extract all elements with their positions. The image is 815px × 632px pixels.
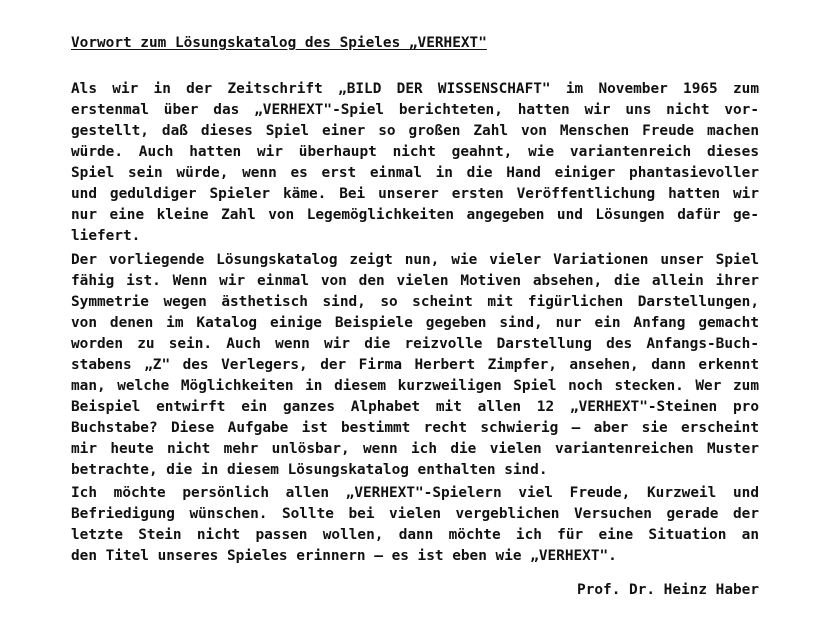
paragraph-1 [71,79,759,247]
text-line: Ich möchte persönlich allen „VERHEXT"-Spielern viel Freude, Kurzweil und [71,485,759,501]
text-line: Als wir in der Zeitschrift „BILD DER WISSENSCHAFT" im November 1965 zum [71,81,759,97]
text-line: Beispiel entwirft ein ganzes Alphabet mit allen 12 „VERHEXT"-Steinen pro [71,399,759,415]
text-line: und geduldiger Spieler käme. Bei unserer ersten Veröffentlichung hatten wir [71,186,759,202]
text-line: von denen im Katalog einige Beispiele gegeben sind, nur ein Anfang gemacht [71,315,759,331]
text-line: Buchstabe? Diese Aufgabe ist bestimmt recht schwierig – aber sie erscheint [71,420,759,436]
text-line: Symmetrie wegen ästhetisch sind, so scheint mit figürlichen Darstellungen, [71,294,759,310]
text-line: nur eine kleine Zahl von Legemöglichkeiten angegeben und Lösungen dafür ge- [71,207,759,223]
text-line: gestellt, daß dieses Spiel einer so großen Zahl von Menschen Freude machen [71,123,759,139]
text-line: Spiel sein würde, wenn es erst einmal in die Hand einiger phantasievoller [71,165,759,181]
text-line: liefert. [71,228,141,244]
signature: Prof. Dr. Heinz Haber [577,582,759,598]
text-line: würde. Auch hatten wir überhaupt nicht geahnt, wie variantenreich dieses [71,144,759,160]
text-line: letzte Stein nicht passen wollen, dann möchte ich für eine Situation an [71,527,759,543]
text-line: man, welche Möglichkeiten in diesem kurzweiligen Spiel noch stecken. Wer zum [71,378,759,394]
text-line: Der vorliegende Lösungskatalog zeigt nun, wie vieler Variationen unser Spiel [71,252,759,268]
text-line: betrachte, die in diesem Lösungskatalog enthalten sind. [71,462,548,478]
text-line: stabens „Z" des Verlegers, der Firma Herbert Zimpfer, ansehen, dann erkennt [71,357,759,373]
document-title: Vorwort zum Lösungskatalog des Spieles „VERHEXT" [71,35,487,51]
paragraph-2 [71,250,759,481]
text-line: fähig ist. Wenn wir einmal von den vielen Motiven absehen, die allein ihrer [71,273,759,289]
text-line: mir heute nicht mehr unlösbar, wenn ich die vielen variantenreichen Muster [71,441,759,457]
text-line: worden zu sein. Auch wenn wir die reizvolle Darstellung des Anfangs-Buch- [71,336,759,352]
text-line: den Titel unseres Spieles erinnern – es ist eben wie „VERHEXT". [71,548,617,564]
text-line: erstenmal über das „VERHEXT"-Spiel berichteten, hatten wir uns nicht vor- [71,102,759,118]
paragraph-3 [71,483,759,567]
text-line: Befriedigung wünschen. Sollte bei vielen vergeblichen Versuchen gerade der [71,506,759,522]
